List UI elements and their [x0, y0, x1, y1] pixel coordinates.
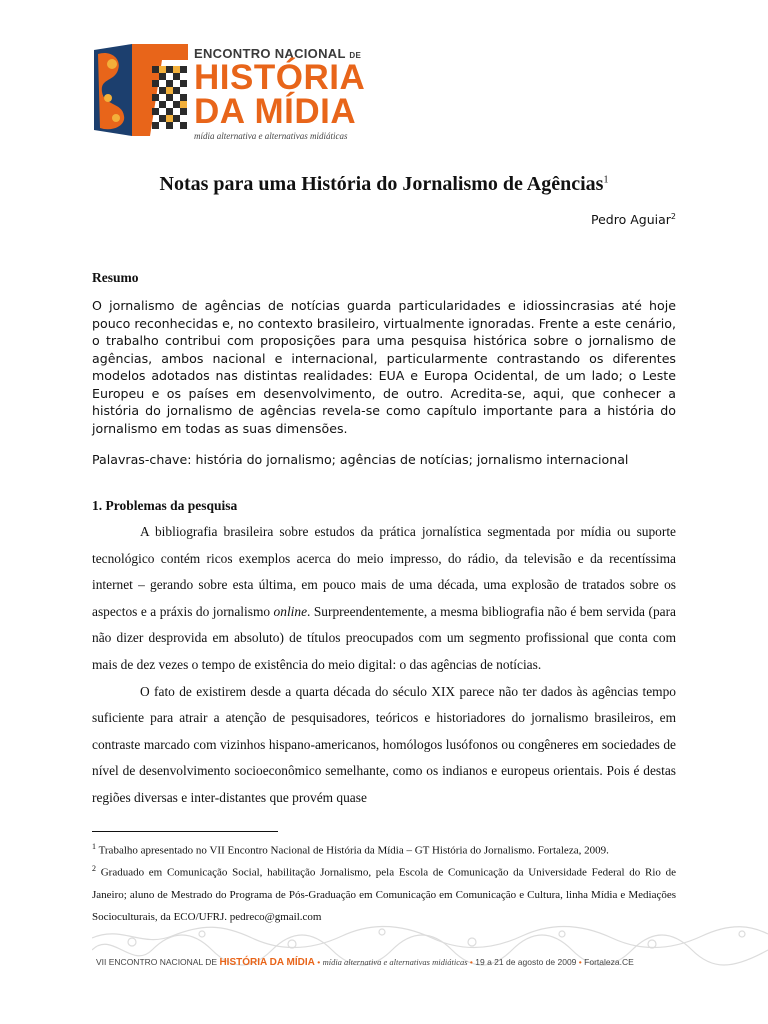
paragraph-1: A bibliografia brasileira sobre estudos da prática jornalística segmentada por mídia ou suporte tecnológico contém ricos exemplos acerca do meio impresso, do rádio, da televisão e da recentíssima internet – gerando sobre esta última, em pouco mais de uma década, uma explosão de tratados sobre os aspectos e a práxis do jornalismo online. Surpreendentemente, a mesma bibliografia não é bem servida (para não dizer desprovida em absoluto) de títulos preocupados com um segmento profissional que conta com mais de dez vezes o tempo de existência do meio digital: o das agências de notícias. — [92, 524, 676, 672]
section-heading: 1. Problemas da pesquisa — [92, 498, 238, 513]
logo-wordmark — [194, 46, 434, 141]
author-footnote-marker: 2 — [670, 212, 676, 221]
footnote-2: $^2$ Graduado em Comunicação Social, habilitação Jornalismo, pela Escola de Comunicação da Universidade Federal do Rio de Janeiro; aluno de Mestrado do Programa de Pós-Graduação em Comunicação em Comunicação e Cultura, linha Mídia e Mediações Socioculturais, da ECO/UFRJ. pedreco@gmail.com — [92, 864, 677, 923]
paragraph-2: O fato de existirem desde a quarta década do século XIX parece não ter dados às agências tempo suficiente para atrair a atenção de pesquisadores, teóricos e historiadores do jornalismo brasileiros, em contraste marcado com vizinhos hispano-americanos, homólogos lusófonos ou congêneres em sociedades de nível de desenvolvimento socioeconômico semelhante, como os indianos e europeus orientais. Pois é destas regiões diversas e inter-distantes que provém quase — [92, 683, 676, 805]
event-logo — [92, 40, 366, 141]
logo-tagline: mídia alternativa e alternativas midiáticas — [194, 131, 348, 141]
title-footnote-marker: 1 — [603, 174, 609, 186]
body-text — [92, 519, 676, 812]
logo-line1: ENCONTRO NACIONAL DE — [194, 46, 362, 61]
logo-line2: HISTÓRIA — [194, 58, 366, 97]
abstract-text: O jornalismo de agências de notícias guarda particularidades e idiossincrasias até hoje pouco reconhecidas e, no contexto brasileiro, virtualmente ignoradas. Frente a este cenário, o trabalho contribui com proposições para uma pesquisa histórica sobre o jornalismo de agências, ambos nacional e internacional, particularmente contrastando os diferentes modelos adotados nas distintas realidades: EUA e Europa Ocidental, de um lado; o Leste Europeu e os países em desenvolvimento, de outro. Acredita-se, aqui, que conhecer a história do jornalismo de agências revela-se como capítulo importante para a história do jornalismo em todas as suas dimensões. — [92, 298, 676, 436]
author-name: Pedro Aguiar$^2$ — [591, 212, 676, 228]
footer-highlight: HISTÓRIA DA MÍDIA — [219, 957, 315, 968]
italic-term: online — [273, 603, 308, 619]
footer-line: VII ENCONTRO NACIONAL DE HISTÓRIA DA MÍDIA • mídia alternativa e alternativas midiáticas • 19 a 21 de agosto de 2009 • Fortaleza.CE — [96, 957, 634, 968]
logo-pattern-icon — [92, 40, 190, 140]
footnote-1: $^1$ Trabalho apresentado no VII Encontro Nacional de História da Mídia – GT História do Jornalismo. Fortaleza, 2009. — [92, 842, 609, 857]
abstract-heading: Resumo — [92, 270, 139, 285]
paper-title: Notas para uma História do Jornalismo de Agências$^1$ — [159, 173, 609, 195]
footer-pattern-icon — [92, 920, 768, 980]
logo-line3: DA MÍDIA — [194, 92, 357, 131]
footnote-divider — [92, 831, 278, 832]
keywords: Palavras-chave: história do jornalismo; agências de notícias; jornalismo internacional — [92, 452, 629, 467]
